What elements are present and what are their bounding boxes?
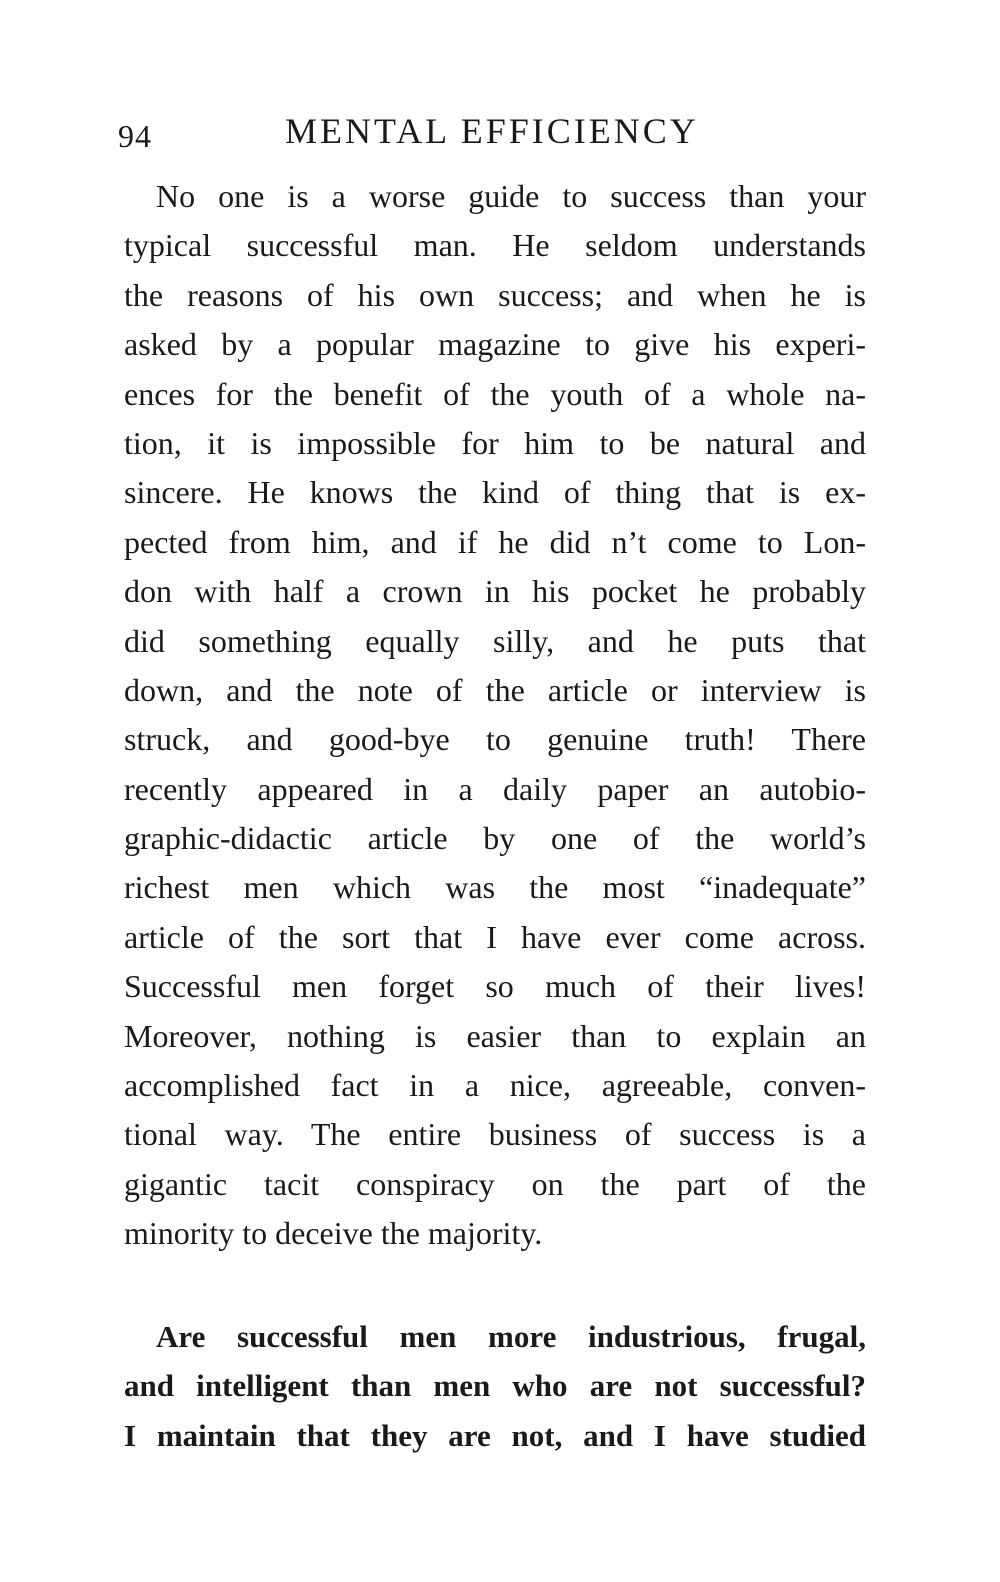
text-line: don with half a crown in his pocket he probably <box>124 573 866 610</box>
text-line: Are successful men more industrious, frugal, <box>156 1319 866 1354</box>
text-line: did something equally silly, and he puts that <box>124 622 866 659</box>
paragraph-2 <box>124 1312 866 1460</box>
text-line: sincere. He knows the kind of thing that is ex- <box>124 474 866 511</box>
text-line: ences for the benefit of the youth of a whole na- <box>124 375 866 412</box>
text-line: tional way. The entire business of success is a <box>124 1116 866 1153</box>
text-line: minority to deceive the majority. <box>124 1215 543 1252</box>
text-line: Moreover, nothing is easier than to explain an <box>124 1017 866 1054</box>
text-line: article of the sort that I have ever come across. <box>124 918 866 955</box>
text-line: graphic-didactic article by one of the world’s <box>124 820 866 857</box>
text-line: typical successful man. He seldom understands <box>124 227 866 264</box>
text-line: richest men which was the most “inadequate” <box>124 869 866 906</box>
text-line: struck, and good-bye to genuine truth! There <box>124 721 866 758</box>
running-head <box>0 108 1000 158</box>
text-line: the reasons of his own success; and when he is <box>124 276 866 313</box>
text-line: Successful men forget so much of their lives! <box>124 968 866 1005</box>
page-number: 94 <box>118 118 152 154</box>
text-line: tion, it is impossible for him to be natural and <box>124 424 866 461</box>
text-line: recently appeared in a daily paper an autobio- <box>124 770 866 807</box>
text-line: down, and the note of the article or interview is <box>124 671 866 708</box>
text-line: accomplished fact in a nice, agreeable, conven- <box>124 1067 866 1104</box>
text-line: I maintain that they are not, and I have studied <box>124 1417 866 1453</box>
text-line: No one is a worse guide to success than your <box>156 178 866 214</box>
text-line: gigantic tacit conspiracy on the part of the <box>124 1165 866 1202</box>
text-line: pected from him, and if he did n’t come to Lon- <box>124 523 866 560</box>
running-title: MENTAL EFFICIENCY <box>285 111 699 151</box>
text-line: asked by a popular magazine to give his experi- <box>124 326 866 363</box>
text-line: and intelligent than men who are not successful? <box>124 1368 866 1404</box>
paragraph-1 <box>124 172 866 1259</box>
